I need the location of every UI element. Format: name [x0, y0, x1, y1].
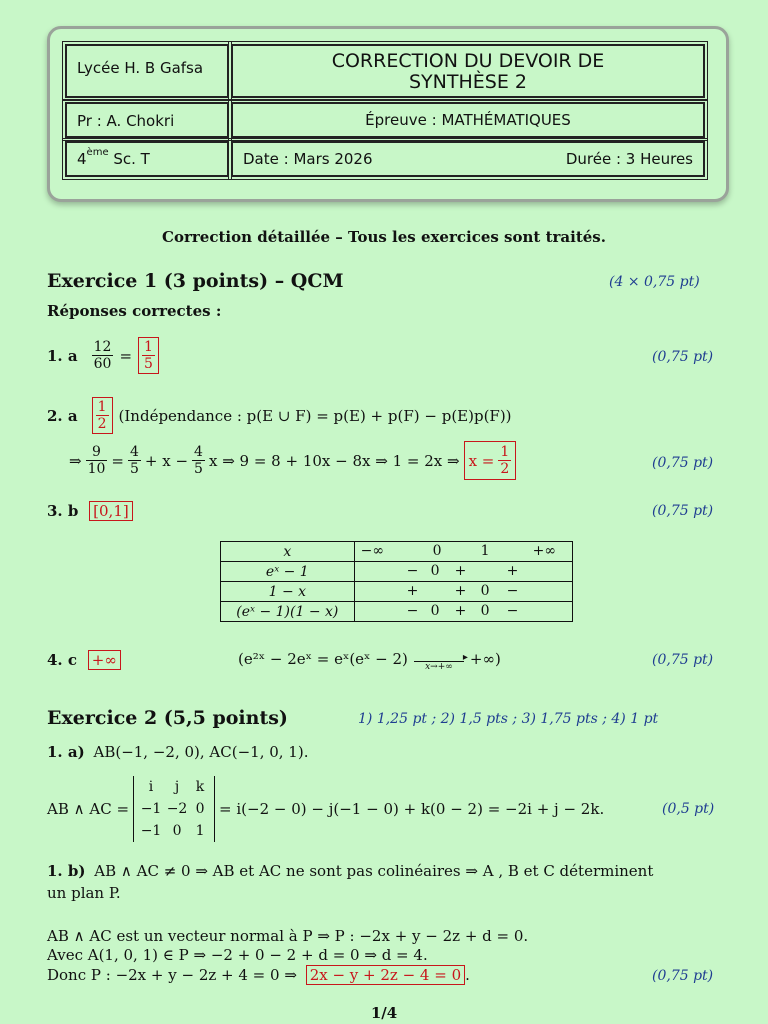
q2-frac3: $\frac{4}{5}$	[194, 444, 203, 477]
ex2-title: Exercice 2 (5,5 points)	[47, 707, 288, 729]
q4-line	[47, 651, 121, 669]
date: Date : Mars 2026	[243, 150, 373, 168]
q3-answer: [0,1]	[89, 501, 133, 521]
q3-points: (0,75 pt)	[652, 503, 714, 519]
q1a-vectors: AB(−1, −2, 0), AC(−1, 0, 1).	[93, 743, 309, 761]
q1b-line1: 1. b) AB ∧ AC ≠ 0 ⇒ AB et AC ne sont pas colinéaires ⇒ A , B et C déterminent	[47, 862, 654, 880]
title-line1: CORRECTION DU DEVOIR DE	[331, 50, 605, 72]
page-number: 1/4	[370, 1004, 398, 1022]
q1-label: 1. a	[47, 346, 78, 365]
class-cell	[65, 141, 229, 177]
subject: Épreuve : MATHÉMATIQUES	[365, 111, 571, 129]
q2-line2: ⇒ $\frac{9}{10}$ = $\frac{4}{5}$ + x − $\frac{4}{5}$ x ⇒ 9 = 8 + 10x − 8x ⇒ 1 = 2x ⇒ x = $\frac{1}{2}$	[69, 441, 516, 480]
q1-fraction: $\frac{12}{60}$	[93, 339, 112, 372]
q4-label: 4. c	[47, 651, 78, 669]
ex1-subtitle: Réponses correctes :	[47, 302, 222, 320]
duration: Durée : 3 Heures	[565, 150, 693, 168]
q2-frac2: $\frac{4}{5}$	[129, 444, 139, 477]
q1-points: (0,75 pt)	[652, 349, 714, 365]
title-line2: SYNTHÈSE 2	[409, 71, 527, 93]
teacher-name: Pr : A. Chokri	[77, 112, 175, 130]
table-row: x −∞ 0 1 +∞	[221, 542, 573, 562]
q1a-line: 1. a) AB(−1, −2, 0), AC(−1, 0, 1).	[47, 743, 309, 761]
cross-lhs: AB ∧ AC =	[47, 800, 130, 818]
plane-points: (0,75 pt)	[652, 968, 714, 984]
sign-table	[220, 541, 573, 622]
q2-line1	[47, 397, 512, 434]
teacher-cell	[65, 102, 229, 138]
donc-line: Donc P : −2x + y − 2z + 4 = 0 ⇒ 2x − y + 2z − 4 = 0 .	[47, 966, 470, 984]
table-row: eˣ − 1 − 0 + +	[221, 562, 573, 582]
q1b-line2: un plan P.	[47, 884, 121, 902]
q2-frac1: $\frac{9}{10}$	[87, 444, 106, 477]
avec-line: Avec A(1, 0, 1) ∈ P ⇒ −2 + 0 − 2 + d = 0 ⇒ d = 4.	[47, 946, 428, 964]
normal-line: AB ∧ AC est un vecteur normal à P ⇒ P : −2x + y − 2z + d = 0.	[47, 927, 529, 945]
determinant: i j k −1 −2 0 −1 0 1	[133, 776, 215, 842]
q2-points: (0,75 pt)	[652, 455, 714, 471]
q2-independence: (Indépendance : p(E ∪ F) = p(E) + p(F) − p(E)p(F))	[118, 406, 512, 425]
q3-line	[47, 502, 133, 520]
ex1-points: (4 × 0,75 pt)	[609, 274, 700, 290]
cross-rhs: = i(−2 − 0) − j(−1 − 0) + k(0 − 2) = −2i + j − 2k.	[219, 800, 605, 818]
q3-label: 3. b	[47, 502, 79, 520]
ex1-title: Exercice 1 (3 points) – QCM	[47, 270, 344, 292]
q4-answer: +∞	[88, 650, 121, 670]
q1-line: 1. a $\frac{12}{60}$ = $\frac{1}{5}$	[47, 337, 159, 374]
date-cell	[231, 141, 705, 177]
title-cell	[231, 44, 705, 98]
plane-answer: 2x − y + 2z − 4 = 0	[306, 965, 465, 985]
school-name: Lycée H. B Gafsa	[77, 59, 204, 77]
q4-points: (0,75 pt)	[652, 652, 714, 668]
q2-solution: x = $\frac{1}{2}$	[464, 441, 517, 480]
q1-answer: $\frac{1}{5}$	[138, 337, 159, 374]
class-label: 4ème Sc. T	[77, 147, 150, 168]
q4-expression: (e²ˣ − 2eˣ = eˣ(eˣ − 2) ▸ x→+∞ +∞)	[238, 650, 501, 672]
table-row: (eˣ − 1)(1 − x) − 0 + 0 −	[221, 602, 573, 622]
q2-label: 2. a	[47, 406, 78, 425]
subject-cell	[231, 102, 705, 138]
school-cell	[65, 44, 229, 98]
q2-answer: $\frac{1}{2}$	[92, 397, 113, 434]
intro-text: Correction détaillée – Tous les exercices sont traités.	[162, 228, 606, 246]
ex2-points: 1) 1,25 pt ; 2) 1,5 pts ; 3) 1,75 pts ; 4) 1 pt	[358, 711, 659, 727]
cross-product-line	[47, 776, 604, 842]
cross-points: (0,5 pt)	[662, 801, 715, 817]
table-row: 1 − x + + 0 −	[221, 582, 573, 602]
